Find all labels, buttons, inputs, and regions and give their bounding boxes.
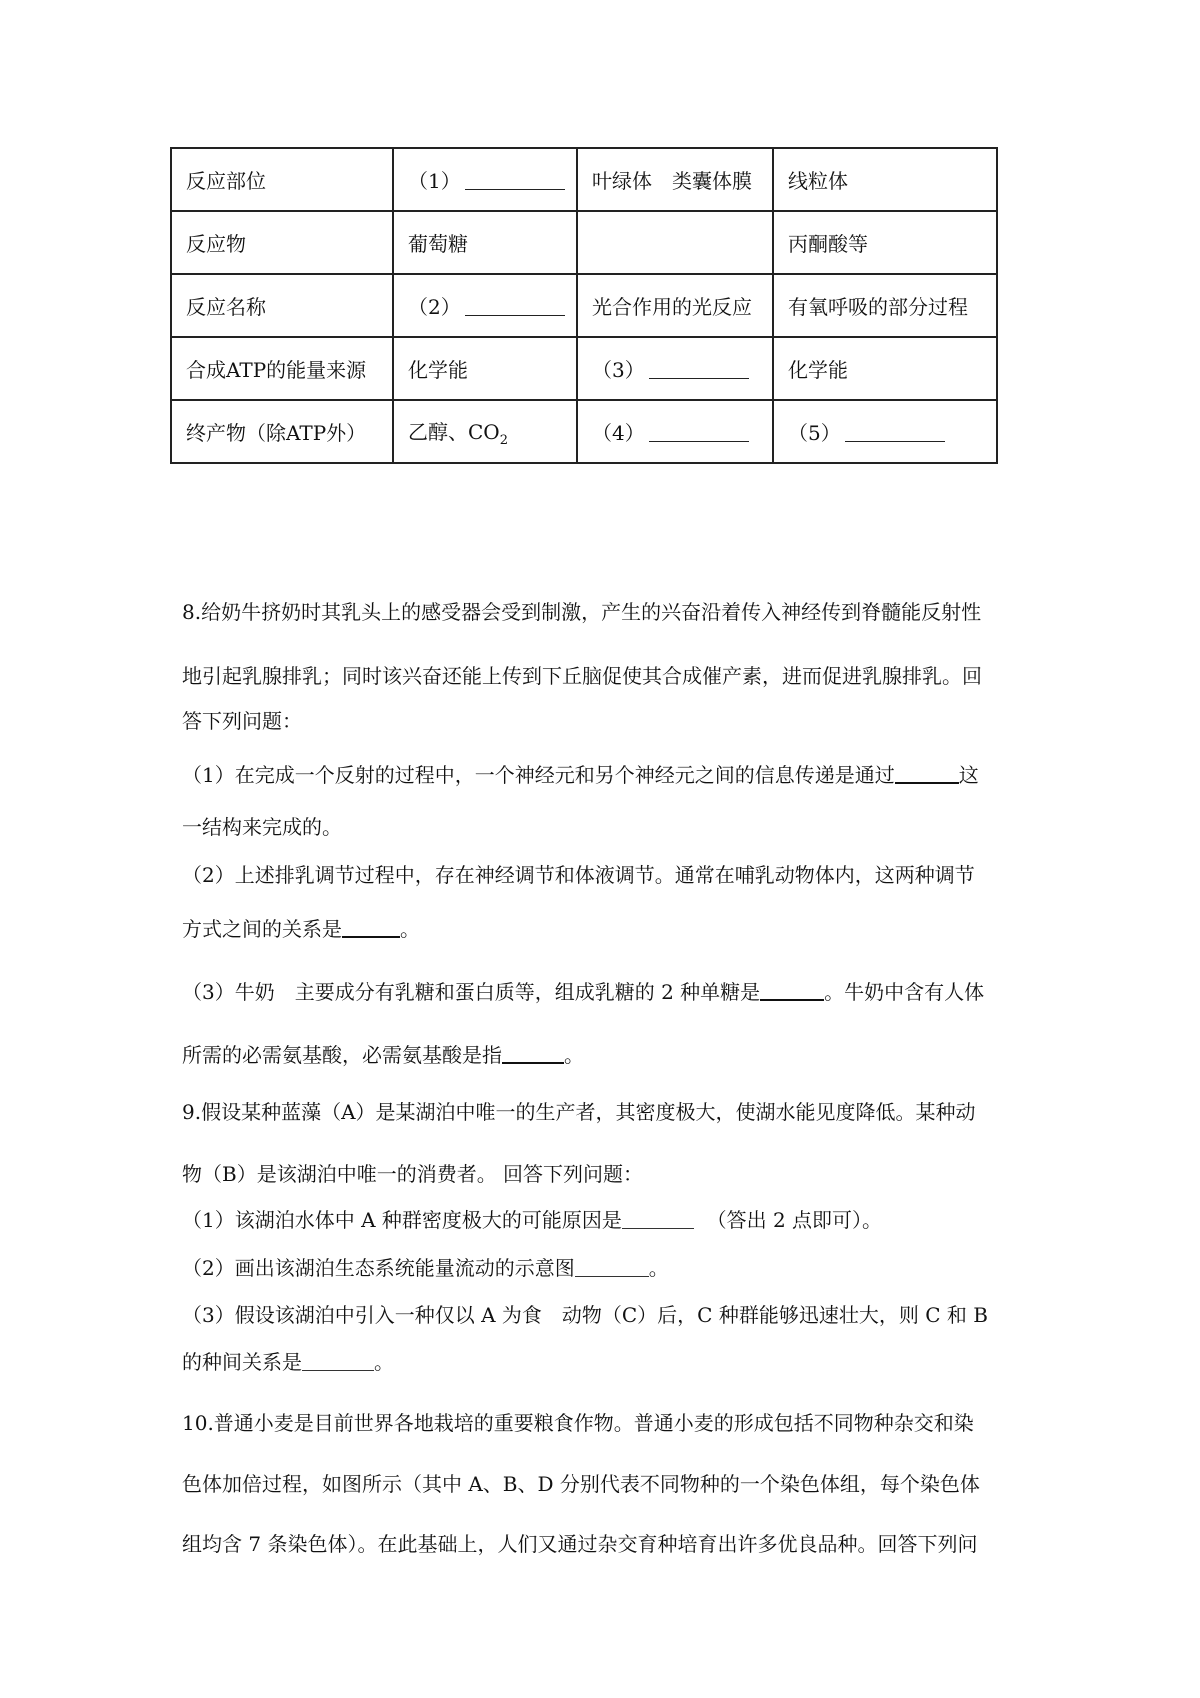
answer-blank-q8-3[interactable] xyxy=(760,981,824,1001)
q9-sub-3-cont: 的种间关系是 。 xyxy=(182,1350,394,1374)
answer-blank-3[interactable] xyxy=(649,360,749,379)
table-cell: 有氧呼吸的部分过程 xyxy=(773,274,997,337)
q8-sub-2-cont: 方式之间的关系是 。 xyxy=(182,917,420,941)
table-cell: （2） xyxy=(393,274,577,337)
q9-sub-3: （3）假设该湖泊中引入一种仅以 A 为食 动物（C）后，C 种群能够迅速壮大，则 C 和 B xyxy=(182,1303,988,1327)
table-cell: 光合作用的光反应 xyxy=(577,274,773,337)
table-cell: 化学能 xyxy=(773,337,997,400)
table-cell: （1） xyxy=(393,148,577,211)
answer-blank-q9-3[interactable] xyxy=(302,1352,374,1371)
table-cell: （3） xyxy=(577,337,773,400)
answer-table xyxy=(170,147,998,464)
answer-blank-1[interactable] xyxy=(465,171,565,190)
table-cell: 丙酮酸等 xyxy=(773,211,997,274)
q9-stem-line-1: 9.假设某种蓝藻（A）是某湖泊中唯一的生产者，其密度极大，使湖水能见度降低。某种动 xyxy=(182,1100,976,1124)
answer-blank-4[interactable] xyxy=(649,423,749,442)
answer-blank-2[interactable] xyxy=(465,297,565,316)
answer-blank-q8-2[interactable] xyxy=(342,918,400,938)
table-cell: 化学能 xyxy=(393,337,577,400)
co2-subscript: 2 xyxy=(499,432,508,448)
table-row xyxy=(171,211,997,274)
q9-stem-line-2: 物（B）是该湖泊中唯一的消费者。 回答下列问题： xyxy=(182,1162,644,1186)
table-row xyxy=(171,274,997,337)
table-row xyxy=(171,337,997,400)
q8-stem-line-3: 答下列问题： xyxy=(182,709,302,733)
q10-stem-line-2: 色体加倍过程，如图所示（其中 A、B、D 分别代表不同物种的一个染色体组，每个染色体 xyxy=(182,1472,980,1496)
table-cell: 反应名称 xyxy=(171,274,393,337)
table-cell: 叶绿体 类囊体膜 xyxy=(577,148,773,211)
table-cell: （4） xyxy=(577,400,773,463)
answer-blank-q9-1[interactable] xyxy=(622,1210,694,1229)
q10-stem-line-1: 10.普通小麦是目前世界各地栽培的重要粮食作物。普通小麦的形成包括不同物种杂交和染 xyxy=(182,1411,974,1435)
q8-sub-3-cont: 所需的必需氨基酸，必需氨基酸是指 。 xyxy=(182,1043,584,1067)
answer-blank-q9-2[interactable] xyxy=(575,1258,649,1277)
q10-stem-line-3: 组均含 7 条染色体）。在此基础上，人们又通过杂交育种培育出许多优良品种。回答下列问 xyxy=(182,1532,978,1556)
q8-sub-1-cont: 一结构来完成的。 xyxy=(182,815,342,839)
q8-sub-2: （2）上述排乳调节过程中，存在神经调节和体液调节。通常在哺乳动物体内，这两种调节 xyxy=(182,863,975,887)
answer-blank-q8-4[interactable] xyxy=(502,1044,564,1064)
q8-sub-1: （1）在完成一个反射的过程中，一个神经元和另个神经元之间的信息传递是通过 这 xyxy=(182,763,979,787)
table-cell: 乙醇、$CO_2$ xyxy=(393,400,577,463)
table-cell: 终产物（除ATP外） xyxy=(171,400,393,463)
q8-stem-line-2: 地引起乳腺排乳；同时该兴奋还能上传到下丘脑促使其合成催产素，进而促进乳腺排乳。回 xyxy=(182,664,982,688)
table-cell: （5） xyxy=(773,400,997,463)
table-cell: 葡萄糖 xyxy=(393,211,577,274)
table-cell: 合成ATP的能量来源 xyxy=(171,337,393,400)
table-row xyxy=(171,400,997,463)
table-row xyxy=(171,148,997,211)
q8-stem-line-1: 8.给奶牛挤奶时其乳头上的感受器会受到制激，产生的兴奋沿着传入神经传到脊髓能反射性 xyxy=(182,600,982,624)
table-cell: 线粒体 xyxy=(773,148,997,211)
table-cell xyxy=(577,211,773,274)
q8-sub-3: （3）牛奶 主要成分有乳糖和蛋白质等，组成乳糖的 2 种单糖是 。牛奶中含有人体 xyxy=(182,980,985,1004)
q9-sub-1: （1）该湖泊水体中 A 种群密度极大的可能原因是 （答出 2 点即可）。 xyxy=(182,1208,883,1232)
answer-blank-5[interactable] xyxy=(845,423,945,442)
table-cell: 反应部位 xyxy=(171,148,393,211)
q9-sub-2: （2）画出该湖泊生态系统能量流动的示意图 。 xyxy=(182,1256,669,1280)
table-cell: 反应物 xyxy=(171,211,393,274)
answer-blank-q8-1[interactable] xyxy=(895,764,959,784)
